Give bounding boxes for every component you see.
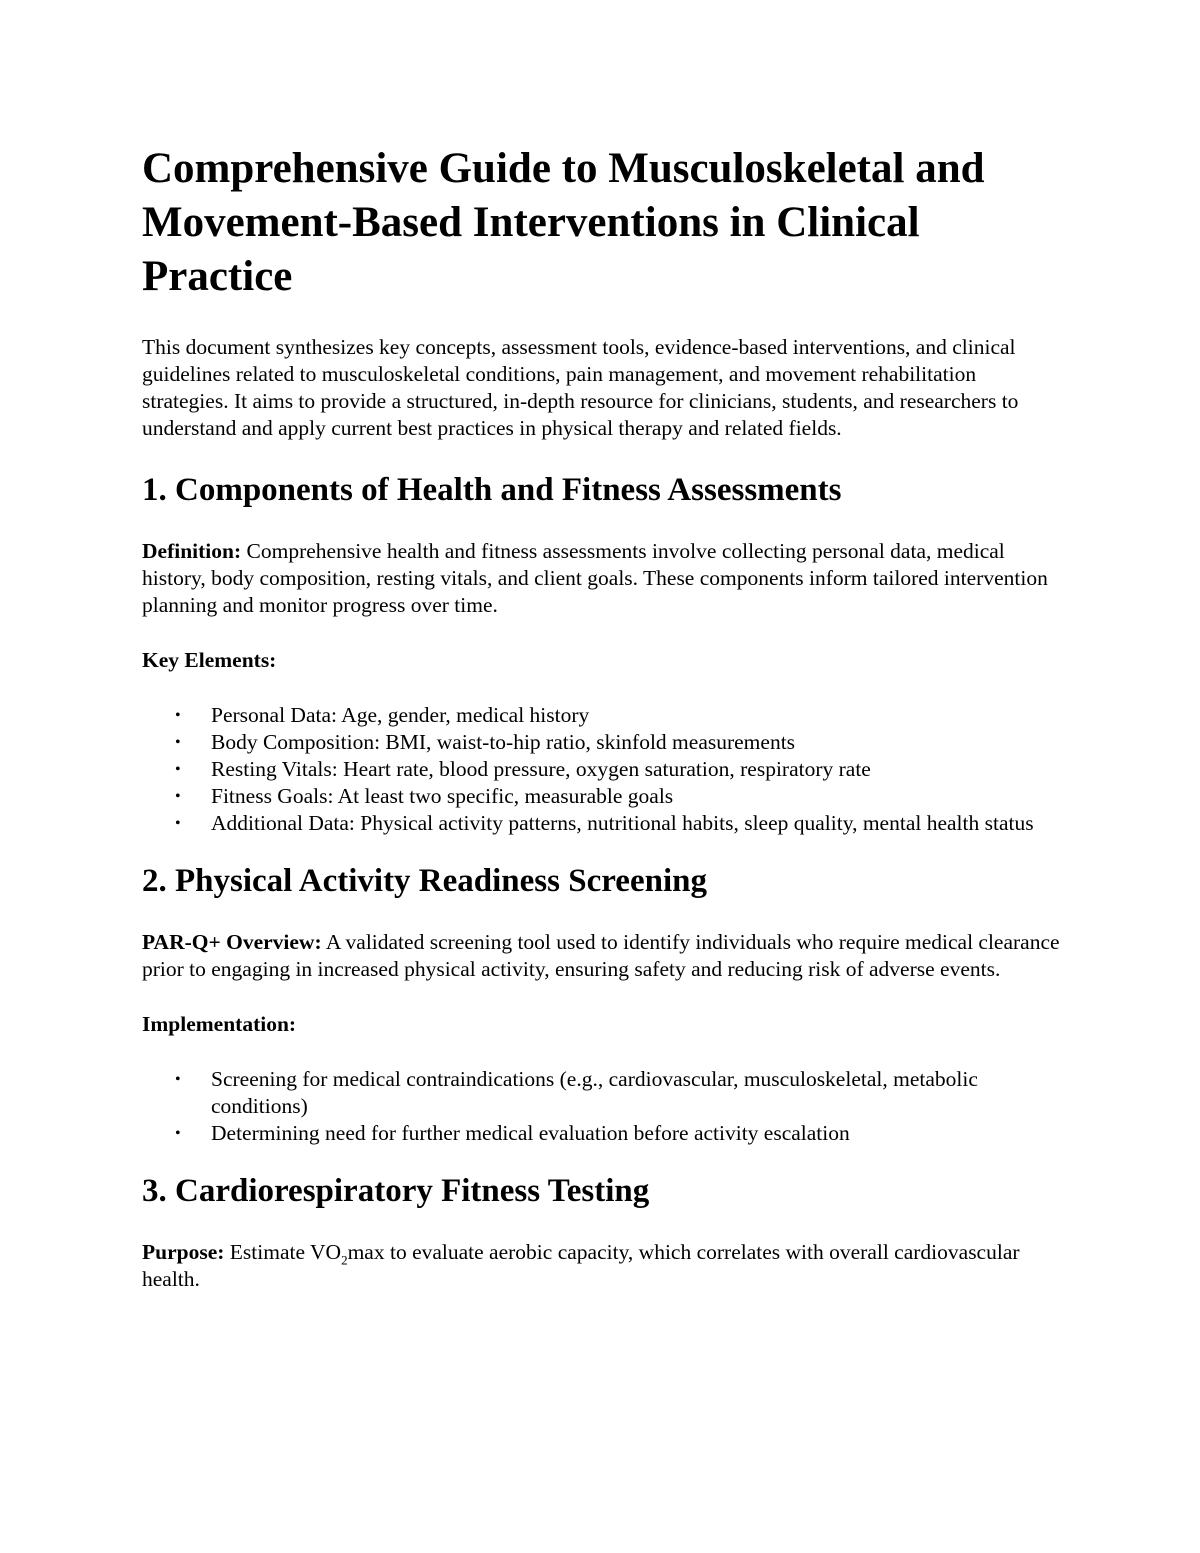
section-heading: 1. Components of Health and Fitness Assessments [142,472,842,508]
list-item: • Body Composition: BMI, waist-to-hip ratio, skinfold measurements [175,730,796,754]
document-page [142,142,1062,1321]
bullet-icon: • [175,761,181,778]
intro-paragraph: This document synthesizes key concepts, assessment tools, evidence-based interventions, and clinical guidelines related to musculoskeletal conditions, pain management, and movement rehabilitation strategies. It aims to provide a structured, in-depth resource for clinicians, students, and researchers to understand and apply current best practices in physical therapy and related fields. [142,335,1019,440]
paragraph-label: PAR-Q+ Overview: [142,930,322,954]
paragraph-text: max to evaluate aerobic capacity, which correlates with overall cardiovascular health. [142,1240,1020,1291]
document-title: Comprehensive Guide to Musculoskeletal and Movement-Based Interventions in Clinical Practice [142,145,985,300]
paragraph-text: Comprehensive health and fitness assessments involve collecting personal data, medical history, body composition, resting vitals, and client goals. These components inform tailored intervention planning and monitor progress over time. [142,539,1048,617]
list-label: Key Elements: [142,648,277,672]
list-item: • Determining need for further medical evaluation before activity escalation [175,1121,850,1145]
list-item: • Resting Vitals: Heart rate, blood pressure, oxygen saturation, respiratory rate [175,757,871,781]
paragraph-label: Purpose: [142,1240,225,1264]
paragraph-label: Definition: [142,539,242,563]
list-item: • Screening for medical contraindications (e.g., cardiovascular, musculoskeletal, metabolic conditions) [175,1067,978,1118]
bullet-list [142,1066,1062,1147]
bullet-icon: • [175,788,181,805]
section-heading: 3. Cardiorespiratory Fitness Testing [142,1173,650,1209]
section-paragraph [142,538,1062,619]
section-paragraph [142,1239,1062,1293]
paragraph-text: A validated screening tool used to identify individuals who require medical clearance prior to engaging in increased physical activity, ensuring safety and reducing risk of adverse events. [142,930,1060,981]
list-item: • Fitness Goals: At least two specific, measurable goals [175,784,674,808]
bullet-icon: • [175,707,181,724]
section-paragraph [142,929,1062,983]
section-heading: 2. Physical Activity Readiness Screening [142,863,707,899]
bullet-list [142,702,1062,837]
bullet-icon: • [175,1125,181,1142]
subscript: 2 [341,1252,348,1268]
list-item: • Additional Data: Physical activity patterns, nutritional habits, sleep quality, mental health status [175,811,1034,835]
paragraph-text: Estimate VO [224,1240,342,1264]
list-item: • Personal Data: Age, gender, medical history [175,703,590,727]
bullet-icon: • [175,815,181,832]
list-label: Implementation: [142,1012,297,1036]
bullet-icon: • [175,734,181,751]
bullet-icon: • [175,1071,181,1088]
